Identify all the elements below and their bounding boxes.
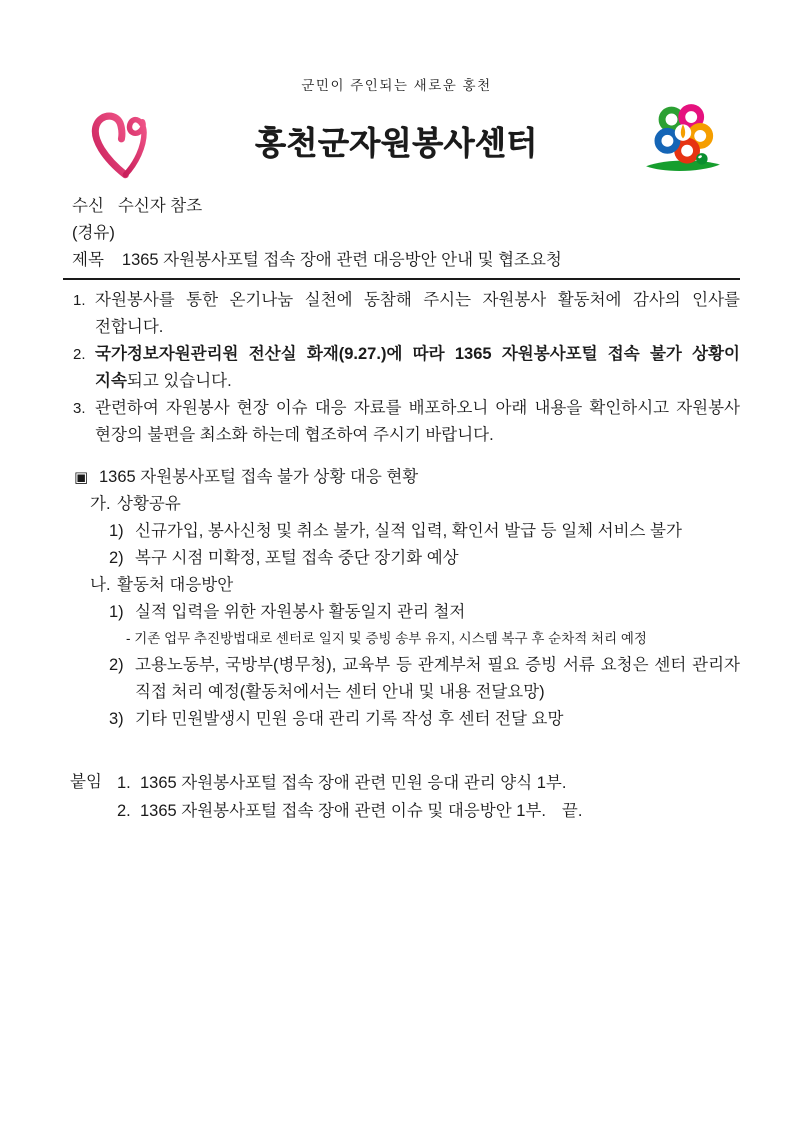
paragraph-number: 1.	[73, 292, 86, 309]
org-title: 홍천군자원봉사센터	[255, 125, 538, 161]
paragraph-rest-text: 되고 있습니다.	[126, 372, 232, 390]
section-marker-icon: ▣	[74, 469, 89, 486]
subject-line	[63, 247, 740, 274]
subsection-b-item-3	[63, 706, 740, 733]
subsection-a-heading	[63, 491, 740, 518]
item-number: 1)	[109, 603, 124, 621]
paragraph-bold-text: 국가정보자원관리원 전산실 화재(9.27.)에 따라 1365 자원봉사포털 접속 불가 상황이 지속	[95, 345, 740, 390]
attachment-label: 붙임	[70, 773, 102, 791]
subsection-b-note: - 기존 업무 추진방법대로 센터로 일지 및 증빙 송부 유지, 시스템 복구 후 순차적 처리 예정	[126, 631, 647, 646]
paragraph-text	[95, 341, 740, 395]
attachment-item-2	[117, 797, 582, 825]
recipient-to-value: 수신자 참조	[117, 197, 203, 215]
attachment-text: 1365 자원봉사포털 접속 장애 관련 민원 응대 관리 양식 1부.	[140, 774, 567, 792]
paragraph-number: 2.	[73, 346, 86, 363]
subsection-b-item-2	[63, 652, 740, 706]
item-text: 기타 민원발생시 민원 응대 관리 기록 작성 후 센터 전달 요망	[135, 710, 564, 728]
document-end-mark: 끝.	[561, 802, 583, 820]
item-number: 3)	[109, 710, 124, 728]
body-paragraph-3	[63, 395, 740, 449]
subsection-a-item-1	[63, 518, 740, 545]
recipient-to-label: 수신	[72, 197, 104, 215]
attachment-items	[117, 769, 582, 825]
attachment-text: 1365 자원봉사포털 접속 장애 관련 이슈 및 대응방안 1부.	[140, 802, 546, 820]
attachment-item-1	[117, 769, 582, 797]
paragraph-text: 자원봉사를 통한 온기나눔 실천에 동참해 주시는 자원봉사 활동처에 감사의 인사를 전합니다.	[95, 291, 740, 336]
body-paragraph-2	[63, 341, 740, 395]
subsection-a-label: 가.	[90, 495, 111, 513]
attachment-number: 2.	[117, 802, 131, 820]
item-number: 2)	[109, 549, 124, 567]
item-text: 신규가입, 봉사신청 및 취소 불가, 실적 입력, 확인서 발급 등 일체 서비스 불가	[135, 522, 682, 540]
item-text: 고용노동부, 국방부(병무청), 교육부 등 관계부처 필요 증빙 서류 요청은 센터 관리자 직접 처리 예정(활동처에서는 센터 안내 및 내용 전달요망)	[135, 656, 740, 701]
item-number: 2)	[109, 656, 124, 674]
section-heading: 1365 자원봉사포털 접속 불가 상황 대응 현황	[99, 468, 419, 486]
subsection-b-title: 활동처 대응방안	[117, 576, 234, 594]
paragraph-text: 관련하여 자원봉사 현장 이슈 대응 자료를 배포하오니 아래 내용을 확인하시고 자원봉사 현장의 불편을 최소화 하는데 협조하여 주시기 바랍니다.	[95, 399, 740, 444]
subsection-a-item-2	[63, 545, 740, 572]
paragraph-number: 3.	[73, 400, 86, 417]
recipient-line	[63, 193, 740, 220]
document-body	[63, 193, 740, 825]
item-text: 복구 시점 미확정, 포털 접속 중단 장기화 예상	[135, 549, 459, 567]
status-section	[63, 464, 740, 733]
subject-text: 1365 자원봉사포털 접속 장애 관련 대응방안 안내 및 협조요청	[121, 251, 562, 269]
attachment-block	[63, 769, 740, 825]
item-number: 1)	[109, 522, 124, 540]
subsection-a-title: 상황공유	[117, 495, 181, 513]
county-flower-logo	[642, 96, 724, 184]
section-heading-row	[63, 464, 740, 491]
subsection-b-label: 나.	[90, 576, 111, 594]
flower-icon	[642, 96, 724, 184]
title-divider	[63, 278, 740, 280]
via-line: (경유)	[72, 224, 115, 242]
header-slogan: 군민이 주인되는 새로운 홍천	[301, 78, 492, 93]
subject-label: 제목	[72, 251, 104, 269]
item-text: 실적 입력을 위한 자원봉사 활동일지 관리 철저	[135, 603, 466, 621]
attachment-number: 1.	[117, 774, 131, 792]
body-paragraph-1	[63, 287, 740, 341]
subsection-b-item-1	[63, 599, 740, 626]
subsection-b-heading	[63, 572, 740, 599]
paragraph-block	[63, 287, 740, 449]
